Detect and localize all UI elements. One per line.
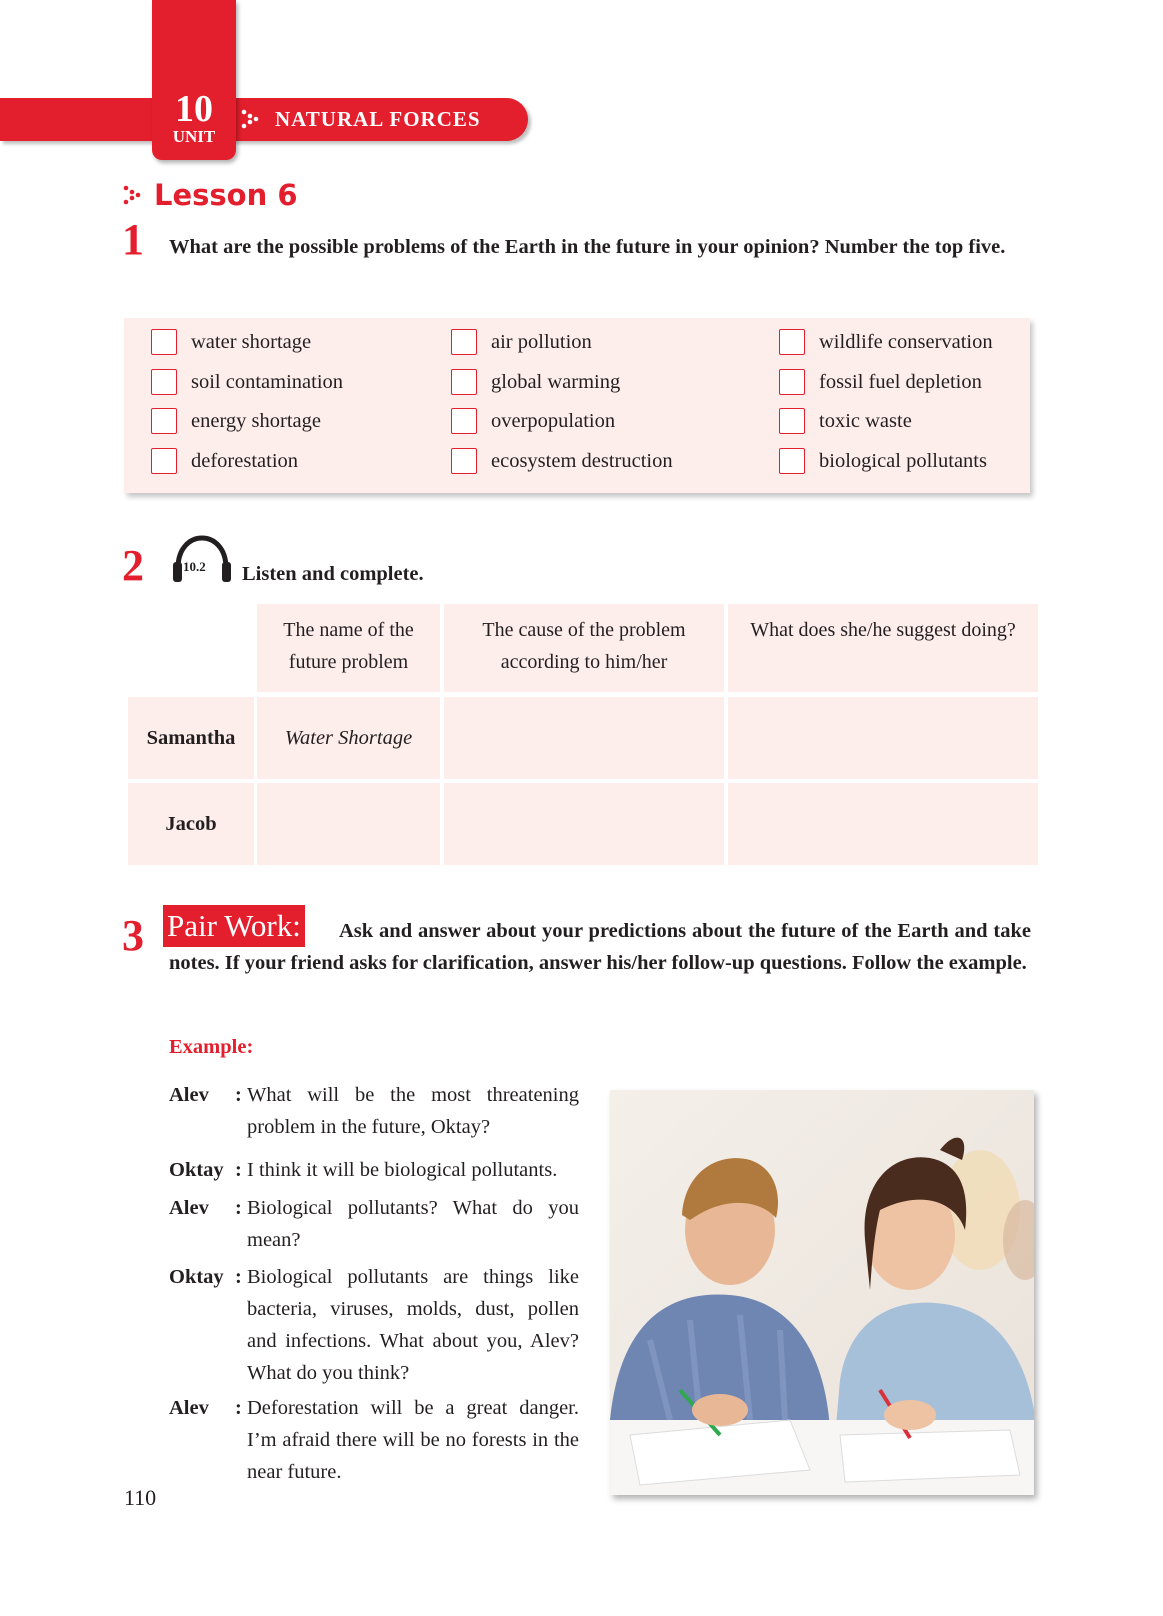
option-label: energy shortage [191, 410, 321, 432]
dialogue-line: Oktay : I think it will be biological pollutants. [169, 1154, 579, 1186]
option-label: deforestation [191, 450, 299, 472]
answer-cell[interactable] [444, 697, 724, 779]
utterance: What will be the most threatening problem in the future, Oktay? [247, 1084, 579, 1138]
unit-title: NATURAL FORCES [275, 107, 481, 131]
bullet-dots-icon [240, 108, 262, 130]
utterance: I think it will be biological pollutants. [247, 1159, 558, 1181]
checkbox[interactable] [451, 448, 477, 474]
lesson-title: Lesson 6 [154, 178, 298, 212]
dialogue-line: Oktay : Biological pollutants are things like bacteria, viruses, molds, dust, pollen and infections. What about you, Alev? What do you think? [169, 1261, 579, 1389]
checkbox[interactable] [779, 408, 805, 434]
checkbox[interactable] [779, 448, 805, 474]
checkbox[interactable] [451, 408, 477, 434]
checkbox[interactable] [779, 369, 805, 395]
table-header: The cause of the problem according to him/her [444, 604, 724, 692]
checkbox[interactable] [151, 329, 177, 355]
utterance: Biological pollutants? What do you mean? [247, 1197, 579, 1251]
speaker: Alev [169, 1084, 209, 1106]
answer-cell[interactable] [444, 783, 724, 865]
utterance: Biological pollutants are things like bacteria, viruses, molds, dust, pollen and infections. What about you, Alev? What do you think? [247, 1266, 579, 1384]
exercise-1-instruction: What are the possible problems of the Earth in the future in your opinion? Number the top five. [169, 236, 1006, 258]
option-label: overpopulation [491, 410, 616, 432]
checkbox[interactable] [151, 408, 177, 434]
answer-cell[interactable] [728, 697, 1038, 779]
answer-cell[interactable] [728, 783, 1038, 865]
checkbox[interactable] [451, 329, 477, 355]
option-label: soil contamination [191, 371, 344, 393]
exercise-3-number: 3 [122, 911, 144, 960]
speaker: Alev [169, 1197, 209, 1219]
exercise-1-number: 1 [122, 215, 144, 264]
speaker: Oktay [169, 1266, 224, 1288]
students-photo [610, 1090, 1034, 1495]
checkbox[interactable] [451, 369, 477, 395]
answer-cell[interactable]: Water Shortage [257, 697, 440, 779]
speaker: Oktay [169, 1159, 224, 1181]
option-label: fossil fuel depletion [819, 371, 982, 393]
audio-track[interactable] [170, 534, 234, 586]
option-label: global warming [491, 371, 621, 393]
exercise-3-instruction: Ask and answer about your predictions about the future of the Earth and take notes. If your friend asks for clarification, answer his/her follow-up questions. Follow the example. [169, 920, 1031, 974]
row-name-jacob: Jacob [128, 783, 254, 865]
dialogue-line: Alev : Biological pollutants? What do you mean? [169, 1192, 579, 1256]
unit-number: 10 [175, 88, 213, 130]
checkbox[interactable] [151, 448, 177, 474]
unit-label: UNIT [172, 127, 216, 146]
exercise-2-number: 2 [122, 541, 144, 590]
exercise-2-instruction: Listen and complete. [242, 563, 424, 585]
pair-work-label: Pair Work: [163, 905, 305, 947]
checkbox[interactable] [779, 329, 805, 355]
table-header: What does she/he suggest doing? [728, 604, 1038, 692]
table-header: The name of the future problem [257, 604, 440, 692]
speaker: Alev [169, 1397, 209, 1419]
option-label: air pollution [491, 331, 592, 353]
option-label: toxic waste [819, 410, 912, 432]
utterance: Deforestation will be a great danger. I’m afraid there will be no forests in the near future. [247, 1397, 579, 1483]
lesson-dots-icon [122, 184, 144, 206]
option-label: ecosystem destruction [491, 450, 673, 472]
dialogue-line: Alev : Deforestation will be a great danger. I’m afraid there will be no forests in the near future. [169, 1392, 579, 1488]
checkbox[interactable] [151, 369, 177, 395]
unit-tab [152, 0, 236, 160]
answer-cell[interactable] [257, 783, 440, 865]
option-label: biological pollutants [819, 450, 987, 472]
option-label: wildlife conservation [819, 331, 993, 353]
problems-checklist [124, 318, 1030, 493]
example-label: Example: [169, 1036, 254, 1058]
option-label: water shortage [191, 331, 312, 353]
audio-track-number: 10.2 [183, 559, 206, 574]
page-number: 110 [124, 1485, 157, 1510]
row-name-samantha: Samantha [128, 697, 254, 779]
dialogue-line: Alev : What will be the most threatening problem in the future, Oktay? [169, 1079, 579, 1143]
